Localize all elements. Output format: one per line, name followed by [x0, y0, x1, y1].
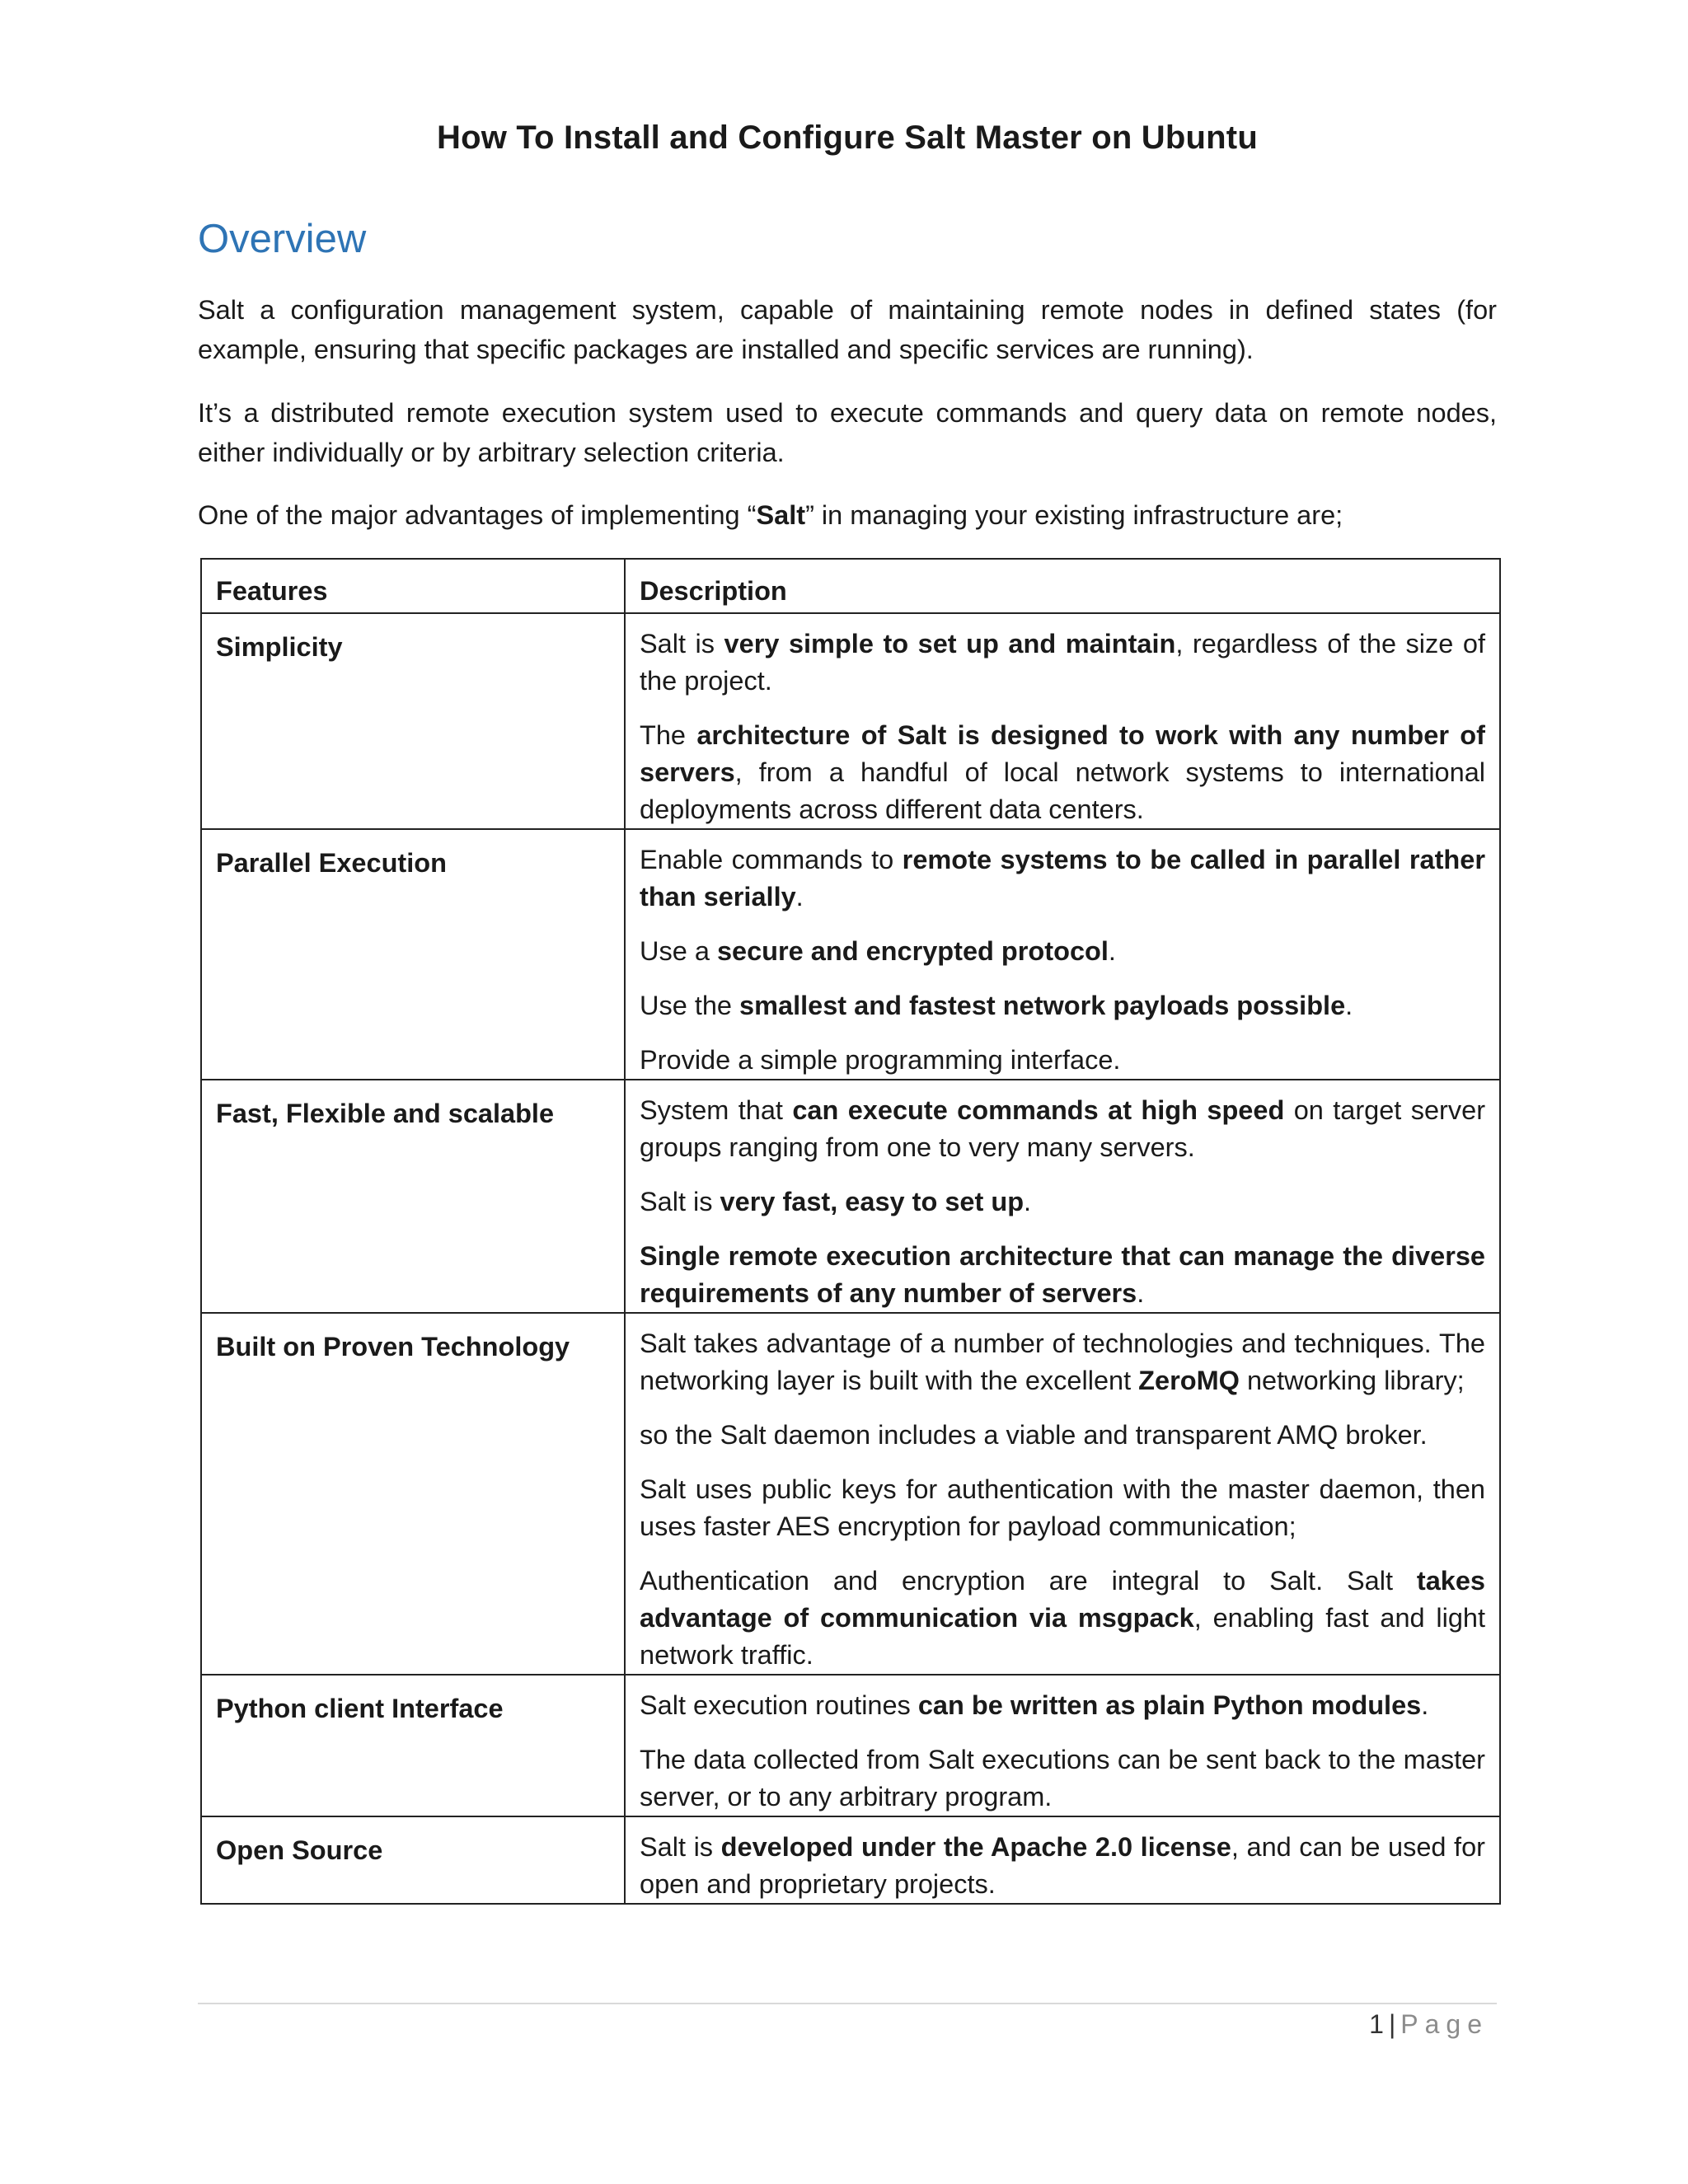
desc-bold: can execute commands at high speed: [792, 1095, 1285, 1125]
desc-bold: can be written as plain Python modules: [917, 1690, 1422, 1720]
table-row: [201, 613, 1500, 829]
table-row: [201, 1675, 1500, 1816]
description-line: [640, 933, 1485, 970]
desc-text: .: [1108, 936, 1116, 966]
page-label: Page: [1400, 2009, 1489, 2039]
feature-description: [625, 1080, 1500, 1313]
overview-paragraph: Salt a configuration management system, capable of maintaining remote nodes in defined states (for example, ensuring that specific packages are installed and specific services are running).: [198, 295, 1497, 364]
column-header-features: Features: [201, 559, 625, 613]
desc-bold: very fast, easy to set up: [720, 1187, 1025, 1216]
desc-text: Salt uses public keys for authentication with the master daemon, then uses faster AES encryption for payload communication;: [640, 1474, 1485, 1541]
desc-text: Salt takes advantage of a number of technologies and techniques. The networking layer is built with the excellent: [640, 1329, 1485, 1395]
advantages-intro: [198, 495, 1497, 535]
desc-bold: secure and encrypted protocol: [716, 936, 1109, 966]
description-line: [640, 626, 1485, 700]
description-line: [640, 1417, 1485, 1454]
desc-bold: Single remote execution architecture that can manage the diverse requirements of any number of servers: [640, 1241, 1485, 1308]
desc-bold: ZeroMQ: [1138, 1366, 1240, 1395]
features-table: [200, 558, 1501, 1905]
desc-text: Enable commands to: [640, 845, 903, 874]
footer-separator: |: [1388, 2009, 1396, 2039]
description-line: [640, 1183, 1485, 1221]
overview-paragraph: It’s a distributed remote execution system used to execute commands and query data on remote nodes, either individually or by arbitrary selection criteria.: [198, 398, 1497, 467]
desc-text: The data collected from Salt executions can be sent back to the master server, or to any arbitrary program.: [640, 1745, 1485, 1811]
desc-text: .: [1137, 1278, 1145, 1308]
description-line: [640, 1092, 1485, 1166]
desc-bold: developed under the Apache 2.0 license: [720, 1832, 1231, 1862]
desc-text: so the Salt daemon includes a viable and transparent AMQ broker.: [640, 1420, 1428, 1450]
description-line: [640, 1829, 1485, 1903]
intro-bold: Salt: [756, 500, 806, 530]
desc-bold: takes advantage of communication via msgpack: [640, 1566, 1485, 1633]
column-header-description: Description: [625, 559, 1500, 613]
feature-name: Built on Proven Technology: [201, 1313, 625, 1675]
intro-text: ” in managing your existing infrastructure are;: [805, 500, 1343, 530]
desc-text: .: [1421, 1690, 1429, 1720]
description-line: [640, 1238, 1485, 1312]
desc-text: Salt is: [640, 1187, 720, 1216]
feature-name: Parallel Execution: [201, 829, 625, 1080]
description-line: [640, 1325, 1485, 1399]
document-title: How To Install and Configure Salt Master on Ubuntu: [437, 120, 1258, 156]
feature-name: Open Source: [201, 1816, 625, 1904]
desc-text: Salt execution routines: [640, 1690, 918, 1720]
table-row: [201, 829, 1500, 1080]
table-header-row: [201, 559, 1500, 613]
desc-text: Authentication and encryption are integral to Salt. Salt: [640, 1566, 1417, 1596]
feature-description: [625, 1313, 1500, 1675]
description-line: [640, 841, 1485, 916]
desc-text: Use the: [640, 991, 740, 1020]
intro-text: One of the major advantages of implementing “: [198, 500, 757, 530]
feature-description: [625, 1675, 1500, 1816]
description-line: [640, 717, 1485, 828]
desc-text: networking library;: [1239, 1366, 1465, 1395]
table-row: [201, 1080, 1500, 1313]
description-line: [640, 1741, 1485, 1816]
feature-description: [625, 829, 1500, 1080]
desc-text: , regardless of the size of the project.: [640, 629, 1485, 696]
desc-text: Provide a simple programming interface.: [640, 1045, 1121, 1075]
description-line: [640, 1687, 1485, 1724]
desc-text: , from a handful of local network systems to international deployments across different data centers.: [640, 757, 1485, 824]
description-line: [640, 1563, 1485, 1674]
feature-name: Simplicity: [201, 613, 625, 829]
desc-text: , enabling fast and light network traffic.: [640, 1603, 1485, 1670]
desc-bold: remote systems to be called in parallel rather than serially: [640, 845, 1485, 912]
desc-text: , and can be used for open and proprietary projects.: [640, 1832, 1485, 1899]
description-line: [640, 1042, 1485, 1079]
desc-bold: architecture of Salt is designed to work with any number of servers: [640, 720, 1485, 787]
feature-name: Python client Interface: [201, 1675, 625, 1816]
desc-text: Use a: [640, 936, 717, 966]
table-row: [201, 1313, 1500, 1675]
desc-text: Salt is: [640, 1832, 721, 1862]
feature-name: Fast, Flexible and scalable: [201, 1080, 625, 1313]
description-line: [640, 987, 1485, 1024]
page-number: 1: [1369, 2009, 1384, 2039]
desc-bold: smallest and fastest network payloads possible: [739, 991, 1346, 1020]
desc-text: .: [1345, 991, 1353, 1020]
desc-text: Salt is: [640, 629, 724, 658]
desc-text: .: [795, 882, 804, 912]
desc-text: on target server groups ranging from one to very many servers.: [640, 1095, 1486, 1162]
page-footer: [1369, 2009, 1489, 2040]
footer-divider: [198, 2003, 1497, 2004]
feature-description: [625, 613, 1500, 829]
desc-bold: very simple to set up and maintain: [724, 629, 1176, 658]
section-heading-overview: Overview: [198, 217, 367, 261]
desc-text: System that: [640, 1095, 793, 1125]
feature-description: [625, 1816, 1500, 1904]
desc-text: The: [640, 720, 697, 750]
description-line: [640, 1471, 1485, 1545]
table-row: [201, 1816, 1500, 1904]
desc-text: .: [1024, 1187, 1032, 1216]
